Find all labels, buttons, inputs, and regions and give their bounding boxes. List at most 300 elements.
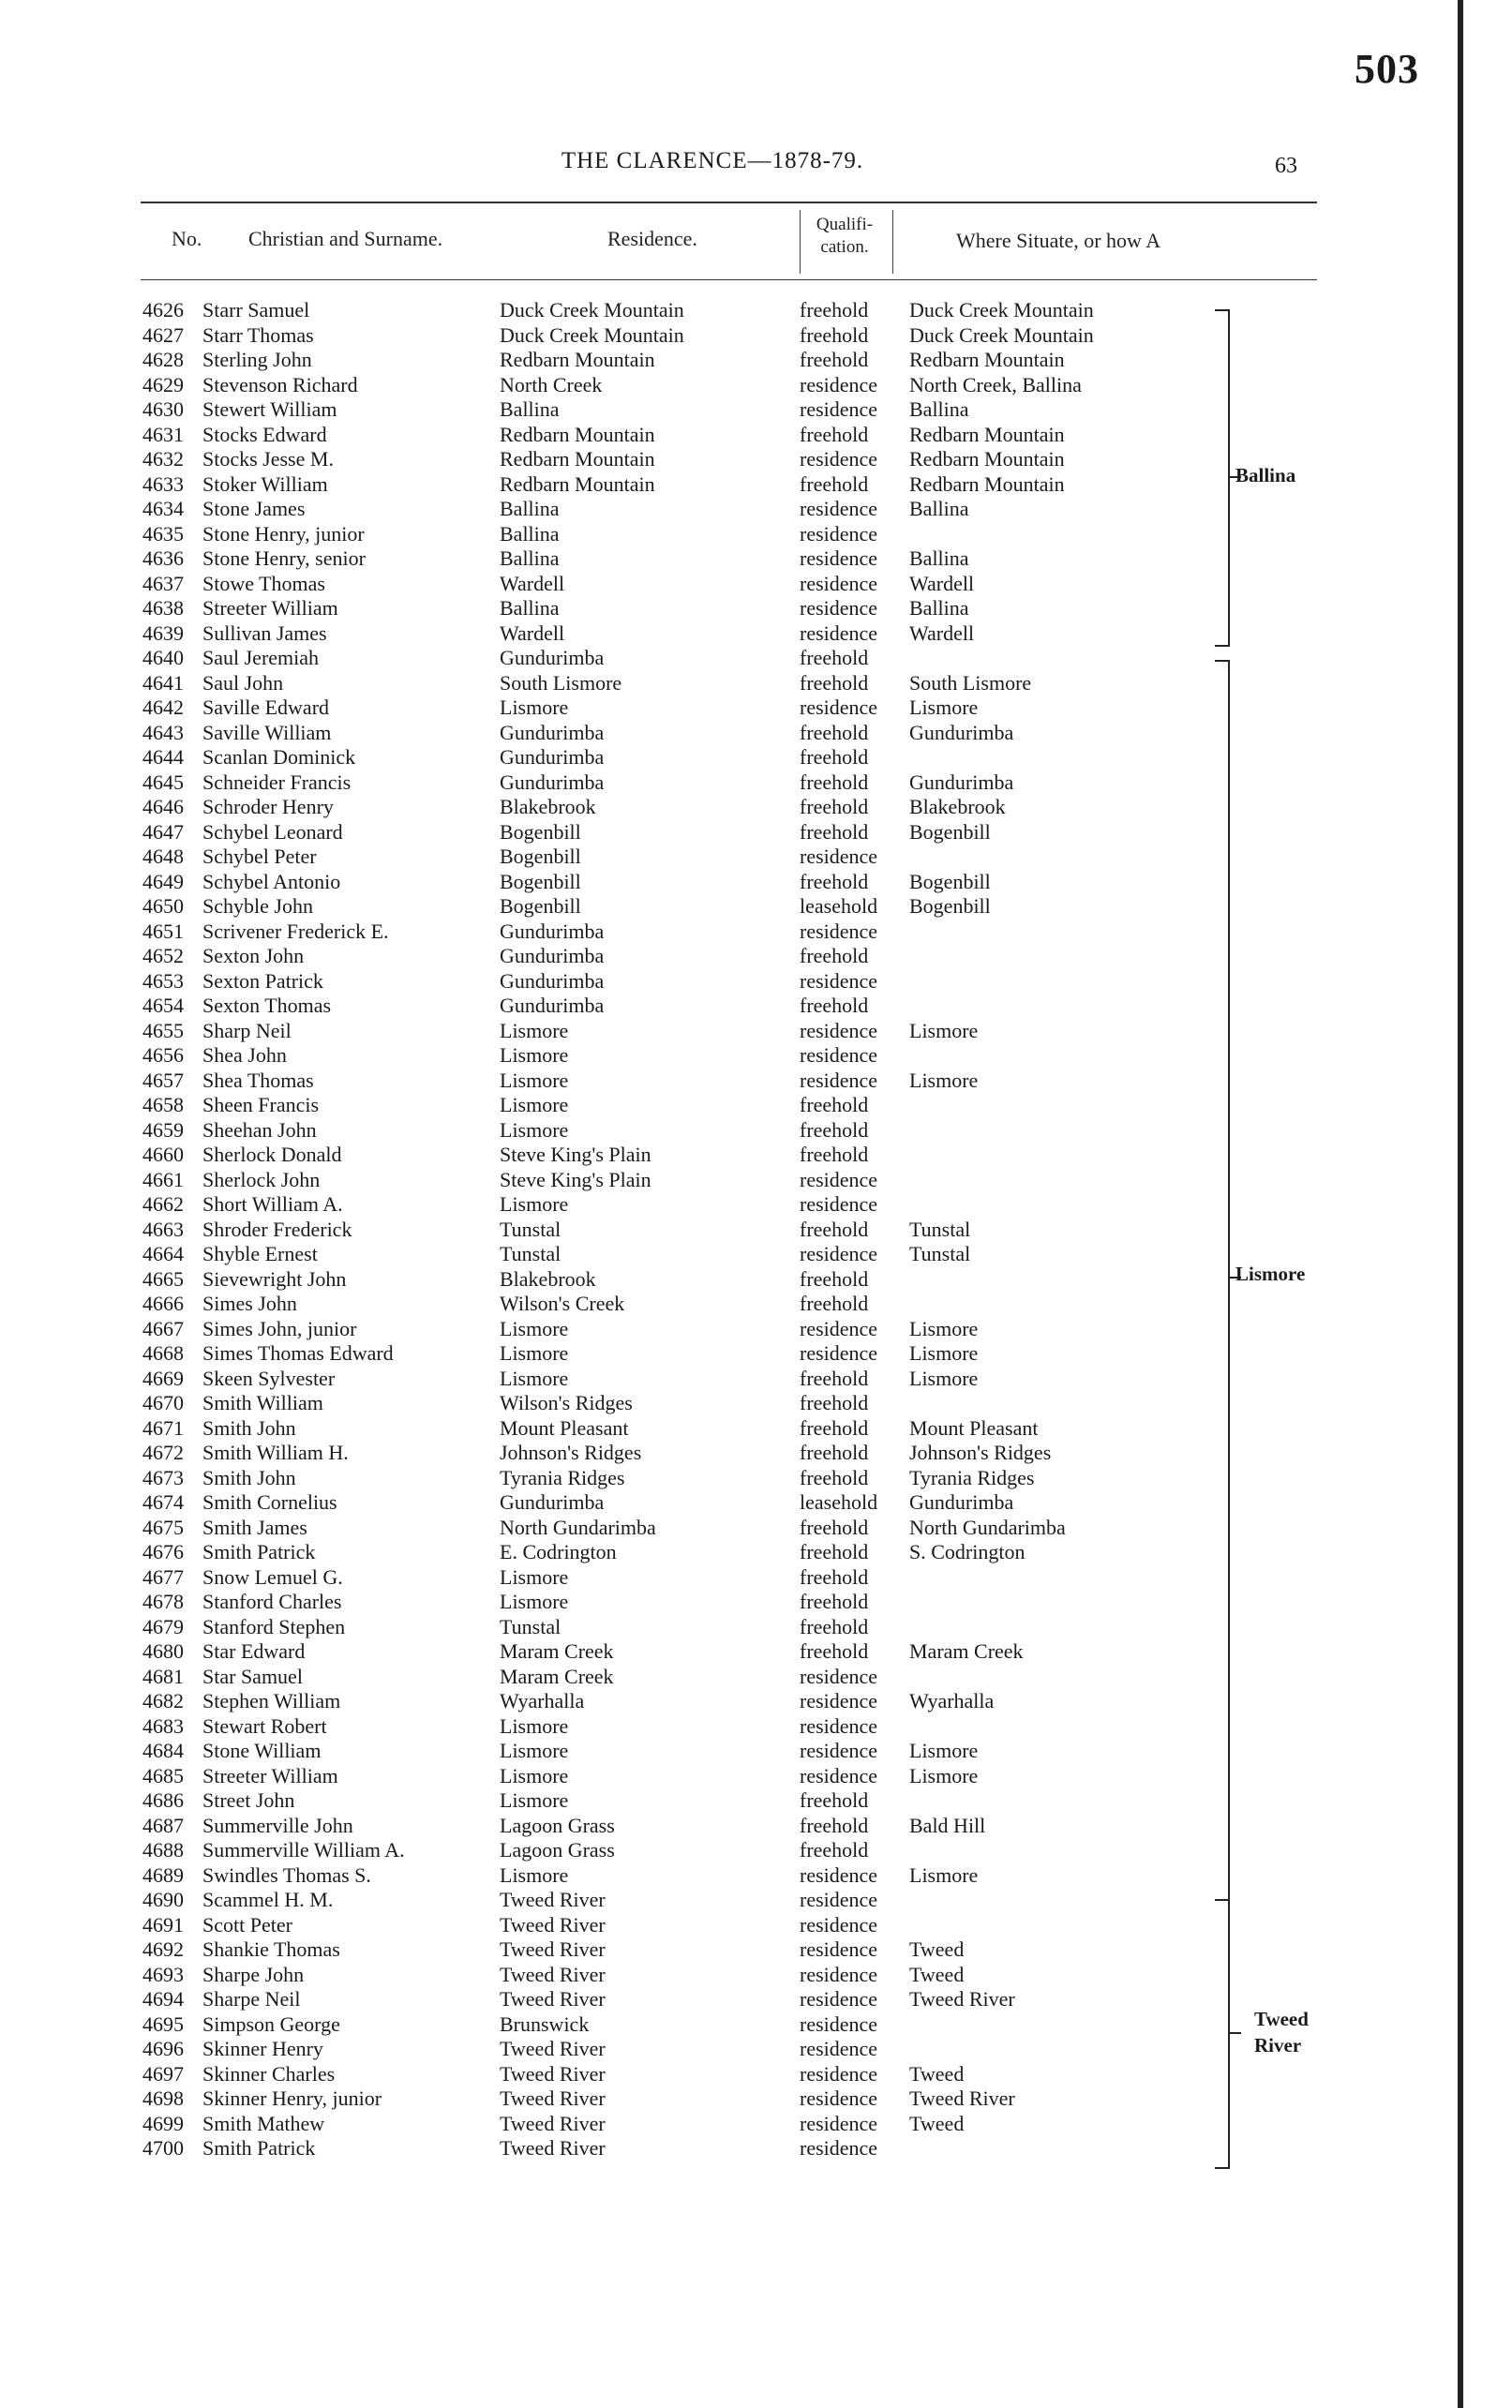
entry-residence: Maram Creek [500, 1664, 614, 1688]
entry-residence: Blakebrook [500, 795, 596, 818]
table-row [0, 447, 1312, 471]
entry-name: Stone William [202, 1739, 322, 1762]
entry-where-situate: Ballina [909, 397, 969, 421]
entry-residence: Lagoon Grass [500, 1813, 615, 1837]
entry-qualification: residence [800, 1962, 878, 1986]
entry-number: 4629 [142, 372, 184, 396]
entry-qualification: residence [800, 546, 878, 570]
entry-name: Smith Mathew [202, 2111, 325, 2135]
table-row [0, 1764, 1312, 1788]
entry-where-situate: Gundurimba [909, 1490, 1014, 1514]
table-row [0, 596, 1312, 621]
entry-qualification: freehold [800, 1788, 869, 1812]
entry-residence: Tweed River [500, 1987, 606, 2011]
entry-number: 4670 [142, 1391, 184, 1414]
entry-qualification: freehold [800, 1465, 869, 1489]
entry-where-situate: Lismore [909, 1366, 979, 1390]
entry-qualification: freehold [800, 471, 869, 496]
district-bracket [1215, 309, 1230, 647]
entry-name: Snow Lemuel G. [202, 1564, 343, 1589]
entry-where-situate: Tweed [909, 1962, 965, 1986]
entry-residence: Redbarn Mountain [500, 447, 655, 471]
entry-name: Stowe Thomas [202, 571, 325, 595]
entry-name: Sharpe Neil [202, 1987, 301, 2011]
entry-number: 4696 [142, 2037, 184, 2060]
entry-residence: Lismore [500, 1068, 569, 1092]
entry-number: 4637 [142, 571, 184, 595]
column-header-qualification: Qualifi- cation. [816, 215, 874, 257]
entry-qualification: residence [800, 1018, 878, 1042]
table-row [0, 1639, 1312, 1664]
entry-number: 4643 [142, 720, 184, 744]
entry-qualification: freehold [800, 1415, 869, 1440]
entry-name: Street John [202, 1788, 295, 1812]
entry-number: 4697 [142, 2061, 184, 2086]
entry-name: Skinner Henry [202, 2037, 323, 2060]
table-row [0, 1814, 1312, 1838]
entry-name: Sexton Thomas [202, 994, 332, 1017]
entry-number: 4649 [142, 869, 184, 893]
entry-name: Saul John [202, 670, 284, 695]
table-row [0, 1391, 1312, 1415]
table-row [0, 1466, 1312, 1490]
entry-number: 4660 [142, 1143, 184, 1166]
entry-qualification: residence [800, 1341, 878, 1365]
table-row [0, 745, 1312, 770]
table-row [0, 1788, 1312, 1813]
table-row [0, 695, 1312, 720]
table-row [0, 944, 1312, 968]
entry-where-situate: Lismore [909, 1341, 979, 1365]
entry-where-situate: Tweed River [909, 1987, 1015, 2011]
table-row [0, 1242, 1312, 1266]
entry-number: 4678 [142, 1590, 184, 1613]
table-row [0, 2062, 1312, 2086]
table-row [0, 1019, 1312, 1043]
entry-number: 4646 [142, 795, 184, 818]
entry-where-situate: Tunstal [909, 1242, 971, 1265]
entry-qualification: residence [800, 1888, 878, 1911]
entry-number: 4669 [142, 1366, 184, 1390]
table-row [0, 2086, 1312, 2111]
entry-residence: Lismore [500, 1862, 569, 1887]
entry-number: 4675 [142, 1515, 184, 1539]
entry-qualification: freehold [800, 819, 869, 844]
entry-name: Stoker William [202, 471, 328, 496]
entry-number: 4679 [142, 1614, 184, 1638]
entry-number: 4631 [142, 422, 184, 446]
table-row [0, 1341, 1312, 1366]
entry-number: 4635 [142, 521, 184, 546]
entry-residence: Ballina [500, 521, 560, 546]
table-row [0, 721, 1312, 745]
entry-qualification: freehold [800, 1639, 869, 1663]
entry-residence: Tweed River [500, 1937, 606, 1961]
entry-name: Shroder Frederick [202, 1217, 352, 1241]
table-row [0, 1367, 1312, 1391]
entry-qualification: residence [800, 845, 878, 868]
entry-name: Smith John [202, 1415, 296, 1440]
entry-name: Shea Thomas [202, 1068, 314, 1092]
entry-qualification: residence [800, 1664, 878, 1688]
entry-residence: Wardell [500, 571, 565, 595]
entry-number: 4659 [142, 1117, 184, 1142]
entry-number: 4665 [142, 1266, 184, 1291]
entry-number: 4661 [142, 1167, 184, 1191]
entry-residence: Tweed River [500, 1888, 606, 1911]
entry-qualification: freehold [800, 869, 869, 893]
entry-name: Stewert William [202, 397, 337, 421]
entry-qualification: residence [800, 695, 878, 719]
entry-where-situate: Blakebrook [909, 795, 1006, 818]
entry-where-situate: Lismore [909, 1862, 979, 1887]
entry-where-situate: Redbarn Mountain [909, 422, 1065, 446]
entry-number: 4663 [142, 1217, 184, 1241]
entry-number: 4683 [142, 1713, 184, 1738]
entry-where-situate: S. Codrington [909, 1540, 1025, 1563]
district-label-ballina: Ballina [1235, 464, 1296, 486]
entry-name: Scrivener Frederick E. [202, 919, 389, 943]
entry-name: Smith William [202, 1391, 323, 1414]
entry-number: 4655 [142, 1018, 184, 1042]
entry-name: Saul Jeremiah [202, 646, 320, 669]
table-row [0, 1714, 1312, 1739]
entry-name: Simes John, junior [202, 1316, 357, 1340]
entry-name: Stone James [202, 497, 306, 520]
table-row [0, 770, 1312, 795]
entry-residence: Wardell [500, 621, 565, 645]
table-row [0, 423, 1312, 447]
table-row [0, 994, 1312, 1018]
entry-where-situate: Redbarn Mountain [909, 471, 1065, 496]
entry-residence: South Lismore [500, 670, 622, 695]
entry-number: 4627 [142, 322, 184, 347]
entry-where-situate: Bogenbill [909, 869, 991, 893]
entry-qualification: residence [800, 1862, 878, 1887]
entry-name: Shea John [202, 1043, 287, 1067]
table-row [0, 621, 1312, 646]
table-row [0, 2012, 1312, 2037]
entry-qualification: residence [800, 2136, 878, 2160]
entry-name: Simes Thomas Edward [202, 1341, 394, 1365]
entry-qualification: freehold [800, 770, 869, 794]
entry-residence: Bogenbill [500, 869, 581, 893]
entry-number: 4636 [142, 546, 184, 570]
entry-qualification: freehold [800, 720, 869, 744]
entry-name: Starr Samuel [202, 298, 310, 322]
entry-name: Stewart Robert [202, 1713, 327, 1738]
entry-residence: Lismore [500, 1093, 569, 1116]
table-row [0, 472, 1312, 497]
entry-qualification: residence [800, 497, 878, 520]
entry-name: Skeen Sylvester [202, 1366, 336, 1390]
table-row [0, 1615, 1312, 1639]
table-row [0, 298, 1312, 322]
entry-number: 4651 [142, 919, 184, 943]
entry-residence: Tweed River [500, 2086, 606, 2110]
entry-number: 4668 [142, 1341, 184, 1365]
page-number: 503 [1355, 46, 1419, 92]
entry-qualification: residence [800, 1167, 878, 1191]
entry-name: Shankie Thomas [202, 1937, 340, 1961]
entry-residence: Johnson's Ridges [500, 1441, 642, 1464]
entry-residence: North Creek [500, 372, 603, 396]
entry-qualification: leasehold [800, 1490, 878, 1514]
entry-number: 4652 [142, 944, 184, 967]
entry-name: Scanlan Dominick [202, 745, 356, 769]
entry-qualification: residence [800, 1739, 878, 1762]
entry-residence: Redbarn Mountain [500, 348, 655, 371]
entry-qualification: residence [800, 1192, 878, 1216]
entry-where-situate: Redbarn Mountain [909, 348, 1065, 371]
entry-number: 4699 [142, 2111, 184, 2135]
entry-residence: North Gundarimba [500, 1515, 656, 1539]
entry-number: 4686 [142, 1788, 184, 1812]
entry-number: 4647 [142, 819, 184, 844]
entry-residence: Tunstal [500, 1614, 561, 1638]
entry-number: 4639 [142, 621, 184, 645]
entry-qualification: residence [800, 1987, 878, 2011]
entry-number: 4700 [142, 2136, 184, 2160]
table-row [0, 373, 1312, 397]
folio-number: 63 [1275, 154, 1297, 178]
entry-qualification: freehold [800, 1143, 869, 1166]
entry-name: Schyble John [202, 894, 313, 918]
entry-residence: Ballina [500, 497, 560, 520]
entry-number: 4644 [142, 745, 184, 769]
entry-residence: Lismore [500, 1341, 569, 1365]
entry-name: Sexton Patrick [202, 968, 323, 993]
table-row [0, 969, 1312, 994]
entry-name: Stevenson Richard [202, 372, 358, 396]
entry-number: 4681 [142, 1664, 184, 1688]
entry-residence: Bogenbill [500, 819, 581, 844]
entry-name: Sherlock John [202, 1167, 321, 1191]
entry-number: 4688 [142, 1838, 184, 1862]
entry-number: 4658 [142, 1093, 184, 1116]
entry-qualification: freehold [800, 1117, 869, 1142]
entry-name: Stephen William [202, 1689, 341, 1713]
entry-qualification: freehold [800, 1366, 869, 1390]
entry-where-situate: Tyrania Ridges [909, 1465, 1035, 1489]
entry-where-situate: Lismore [909, 1739, 979, 1762]
entry-name: Star Edward [202, 1639, 306, 1663]
table-row [0, 920, 1312, 944]
entry-where-situate: Lismore [909, 1068, 979, 1092]
entry-qualification: residence [800, 2012, 878, 2036]
entry-residence: Tweed River [500, 2111, 606, 2135]
page-edge-rule [1458, 0, 1463, 2408]
entry-name: Swindles Thomas S. [202, 1862, 371, 1887]
entry-qualification: residence [800, 521, 878, 546]
entry-qualification: residence [800, 571, 878, 595]
entry-residence: Duck Creek Mountain [500, 298, 684, 322]
entry-number: 4634 [142, 497, 184, 520]
entry-residence: Gundurimba [500, 1490, 605, 1514]
entry-number: 4687 [142, 1813, 184, 1837]
entry-residence: Gundurimba [500, 745, 605, 769]
entry-number: 4632 [142, 447, 184, 471]
table-row [0, 546, 1312, 571]
table-row [0, 1739, 1312, 1763]
entry-qualification: freehold [800, 1564, 869, 1589]
table-row [0, 1416, 1312, 1441]
entry-name: Sievewright John [202, 1266, 347, 1291]
table-row [0, 1192, 1312, 1217]
entry-qualification: residence [800, 1912, 878, 1937]
entry-where-situate: Tunstal [909, 1217, 971, 1241]
entry-name: Streeter William [202, 596, 338, 620]
entry-residence: Mount Pleasant [500, 1415, 629, 1440]
entry-residence: Tweed River [500, 2037, 606, 2060]
entry-name: Schroder Henry [202, 795, 334, 818]
header-top-rule [141, 202, 1317, 203]
entry-name: Smith William H. [202, 1441, 349, 1464]
entry-number: 4691 [142, 1912, 184, 1937]
entry-name: Stone Henry, senior [202, 546, 366, 570]
entry-number: 4672 [142, 1441, 184, 1464]
column-divider [800, 210, 801, 274]
entry-residence: Gundurimba [500, 770, 605, 794]
table-row [0, 1516, 1312, 1540]
entry-where-situate: Ballina [909, 596, 969, 620]
entry-name: Shyble Ernest [202, 1242, 318, 1265]
entry-qualification: residence [800, 1713, 878, 1738]
header-bottom-rule [141, 279, 1317, 280]
entry-qualification: residence [800, 2086, 878, 2110]
entry-residence: Brunswick [500, 2012, 590, 2036]
entry-where-situate: Gundurimba [909, 720, 1014, 744]
table-row [0, 522, 1312, 546]
entry-number: 4657 [142, 1068, 184, 1092]
entry-qualification: residence [800, 621, 878, 645]
table-row [0, 2037, 1312, 2061]
entry-where-situate: Tweed [909, 1937, 965, 1961]
entry-residence: Wilson's Ridges [500, 1391, 633, 1414]
table-row [0, 1913, 1312, 1937]
entry-where-situate: Bogenbill [909, 894, 991, 918]
entry-qualification: residence [800, 2037, 878, 2060]
table-row [0, 1540, 1312, 1564]
entry-name: Sharpe John [202, 1962, 305, 1986]
entry-number: 4664 [142, 1242, 184, 1265]
entry-name: Stocks Jesse M. [202, 447, 334, 471]
entry-number: 4671 [142, 1415, 184, 1440]
entry-where-situate: Lismore [909, 695, 979, 719]
entry-name: Smith James [202, 1515, 307, 1539]
table-row [0, 497, 1312, 521]
entry-name: Simpson George [202, 2012, 340, 2036]
district-bracket [1215, 660, 1230, 1901]
entry-where-situate: Maram Creek [909, 1639, 1024, 1663]
entry-where-situate: Gundurimba [909, 770, 1014, 794]
entry-qualification: freehold [800, 795, 869, 818]
entry-name: Stone Henry, junior [202, 521, 365, 546]
page-title: THE CLARENCE—1878-79. [561, 148, 864, 173]
entry-where-situate: Wyarhalla [909, 1689, 995, 1713]
entry-name: Sterling John [202, 348, 312, 371]
entry-residence: Bogenbill [500, 894, 581, 918]
entry-residence: Wyarhalla [500, 1689, 585, 1713]
table-row [0, 348, 1312, 372]
entry-residence: Lismore [500, 695, 569, 719]
entry-name: Skinner Charles [202, 2061, 336, 2086]
table-row [0, 671, 1312, 695]
table-row [0, 1963, 1312, 1987]
entry-qualification: freehold [800, 1838, 869, 1862]
entry-number: 4677 [142, 1564, 184, 1589]
entry-qualification: leasehold [800, 894, 878, 918]
table-row [0, 870, 1312, 894]
entry-residence: Tweed River [500, 1912, 606, 1937]
entry-where-situate: North Gundarimba [909, 1515, 1066, 1539]
entry-residence: Steve King's Plain [500, 1167, 651, 1191]
entry-residence: Wilson's Creek [500, 1292, 625, 1315]
entry-residence: Tweed River [500, 1962, 606, 1986]
entry-qualification: freehold [800, 994, 869, 1017]
entry-qualification: freehold [800, 1093, 869, 1116]
entry-name: Smith Cornelius [202, 1490, 337, 1514]
entry-name: Starr Thomas [202, 322, 314, 347]
entry-where-situate: Johnson's Ridges [909, 1441, 1052, 1464]
entry-qualification: freehold [800, 1614, 869, 1638]
entry-name: Schybel Leonard [202, 819, 343, 844]
entry-number: 4641 [142, 670, 184, 695]
entry-residence: Gundurimba [500, 919, 605, 943]
entry-number: 4656 [142, 1043, 184, 1067]
entry-number: 4653 [142, 968, 184, 993]
table-row [0, 1863, 1312, 1888]
table-row [0, 1689, 1312, 1713]
entry-name: Scott Peter [202, 1912, 292, 1937]
entry-where-situate: Tweed [909, 2111, 965, 2135]
table-row [0, 2136, 1312, 2161]
entry-where-situate: Wardell [909, 621, 975, 645]
entry-number: 4684 [142, 1739, 184, 1762]
entry-name: Schneider Francis [202, 770, 352, 794]
entry-name: Saville Edward [202, 695, 330, 719]
entry-residence: Ballina [500, 397, 560, 421]
entry-residence: Lismore [500, 1018, 569, 1042]
entry-name: Sexton John [202, 944, 305, 967]
entry-qualification: freehold [800, 298, 869, 322]
entry-qualification: freehold [800, 348, 869, 371]
entry-qualification: freehold [800, 1441, 869, 1464]
table-row [0, 1441, 1312, 1465]
entry-residence: Tyrania Ridges [500, 1465, 625, 1489]
table-row [0, 1590, 1312, 1614]
entry-residence: Maram Creek [500, 1639, 614, 1663]
entry-qualification: residence [800, 1689, 878, 1713]
entry-name: Sullivan James [202, 621, 327, 645]
entry-name: Smith Patrick [202, 2136, 316, 2160]
entry-residence: Lismore [500, 1316, 569, 1340]
entry-name: Stanford Charles [202, 1590, 342, 1613]
entry-qualification: freehold [800, 944, 869, 967]
entry-name: Saville William [202, 720, 332, 744]
entry-where-situate: Tweed River [909, 2086, 1015, 2110]
entry-qualification: freehold [800, 1391, 869, 1414]
table-row [0, 1888, 1312, 1912]
entry-number: 4676 [142, 1540, 184, 1563]
column-header-residence: Residence. [607, 227, 697, 250]
entry-residence: Ballina [500, 596, 560, 620]
table-row [0, 820, 1312, 845]
table-row [0, 1168, 1312, 1192]
entry-residence: Lismore [500, 1713, 569, 1738]
table-row [0, 1565, 1312, 1590]
entry-number: 4692 [142, 1937, 184, 1961]
